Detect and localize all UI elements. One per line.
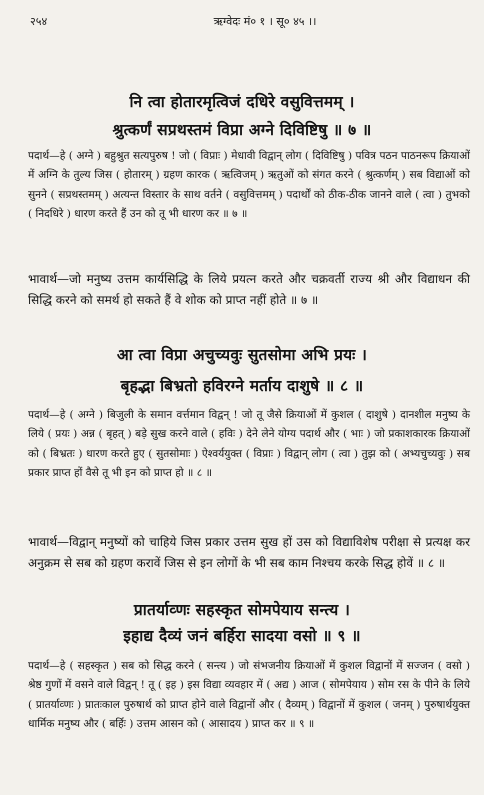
padartha-7: पदार्थ—हे ( अग्ने ) बहुश्रुत सत्यपुरुष ! जो ( विप्राः ) मेधावी विद्वान् लोग ( दिविष्टिषु ) पवित्र पठन पाठनरूप क्रियाओं में अग्नि के तुल्य जिस ( होतारम् ) ग्रहण कारक ( ऋत्विजम् ) ऋतुओं को संगत करने ( श्रुत्कर्णम् ) सब विद्याओं को सुनने ( सप्रथस्तमम् ) अत्यन्त विस्तार के साथ वर्तने ( वसुवित्तमम् ) पदार्थों को ठीक-ठीक जानने वाले ( त्वा ) तुभको ( निदधिरे ) धारण करते हैं उन को तू भी धारण कर ॥ ७ ॥ (28, 150, 470, 221)
bhavartha-7: भावार्थ—जो मनुष्य उत्तम कार्यसिद्धि के लिये प्रयत्न करते और चक्रवर्ती राज्य श्री और विद्याधन की सिद्धि करने को समर्थ हो सकते हैं वे शोक को प्राप्त नहीं होते ॥ ७ ॥ (28, 272, 470, 307)
padartha-8: पदार्थ—हे ( अग्ने ) बिजुली के समान वर्त्तमान विद्वन् ! जो तू जैसे क्रियाओं में कुशल ( दाशुषे ) दानशील मनुष्य के लिये ( प्रयः ) अन्न ( बृहत् ) बड़े सुख करने वाले ( हविः ) देने लेने योग्य पदार्थ और ( भाः ) जो प्रकाशकारक क्रियाओं को ( बिभ्रतः ) धारण करते हुए ( सुतसोमाः ) ऐश्वर्ययुक्त ( विप्राः ) विद्वान् लोग ( त्वा ) तुझ को ( अभ्यचुच्यवुः ) सब प्रकार प्राप्त हों वैसे तू भी इन को प्राप्त हो ॥ ८ ॥ (28, 409, 470, 480)
padartha-9: पदार्थ—हे ( सहस्कृत ) सब को सिद्ध करने ( सन्त्य ) जो संभजनीय क्रियाओं में कुशल विद्वानों में सज्जन ( वसो ) श्रेष्ठ गुणों में वसने वाले विद्वन् ! तू ( इह ) इस विद्या व्यवहार में ( अद्य ) आज ( सोमपेयाय ) सोम रस के पीने के लिये ( प्रातर्याव्णः ) प्रातःकाल पुरुषार्थ को प्राप्त होने वाले विद्वानों और ( दैव्यम् ) विद्वानों में कुशल ( जनम् ) पुरुषार्थयुक्त धार्मिक मनुष्य और ( बर्हिः ) उत्तम आसन को ( आसादय ) प्राप्त कर ॥ ९ ॥ (28, 660, 470, 731)
mantra-8-line-2: बृहद्भा बिभ्रतो हविरग्ने मर्ताय दाशुषे ॥ ८ ॥ (120, 376, 364, 395)
running-title: ऋग्वेदः मं० १ । सू० ४५ ।। (213, 15, 317, 28)
mantra-8-line-1: आ त्वा विप्रा अचुच्यवुः सुतसोमा अभि प्रयः । (116, 345, 368, 364)
mantra-9-line-2: इहाद्य दैव्यं जनं बर्हिरा सादया वसो ॥ ९ ॥ (123, 626, 361, 645)
page-number: २५४ (30, 15, 48, 28)
bhavartha-8: भावार्थ—विद्वान् मनुष्यों को चाहिये जिस प्रकार उत्तम सुख हों उस को विद्याविशेष परीक्षा से प्रत्यक्ष कर अनुक्रम से सब को ग्रहण करावें जिस से इन लोगों के भी सब काम निश्चय करके सिद्ध होवें ॥ ८ ॥ (28, 535, 470, 570)
mantra-9-line-1: प्रातर्याव्णः सहस्कृत सोमपेयाय सन्त्य । (133, 600, 351, 619)
page-header (30, 14, 470, 29)
mantra-7-line-2: श्रुत्कर्णं सप्रथस्तमं विप्रा अग्ने दिविष्टिषु ॥ ७ ॥ (112, 120, 372, 139)
mantra-7-line-1: नि त्वा होतारमृत्विजं दधिरे वसुवित्तमम् । (129, 92, 355, 111)
